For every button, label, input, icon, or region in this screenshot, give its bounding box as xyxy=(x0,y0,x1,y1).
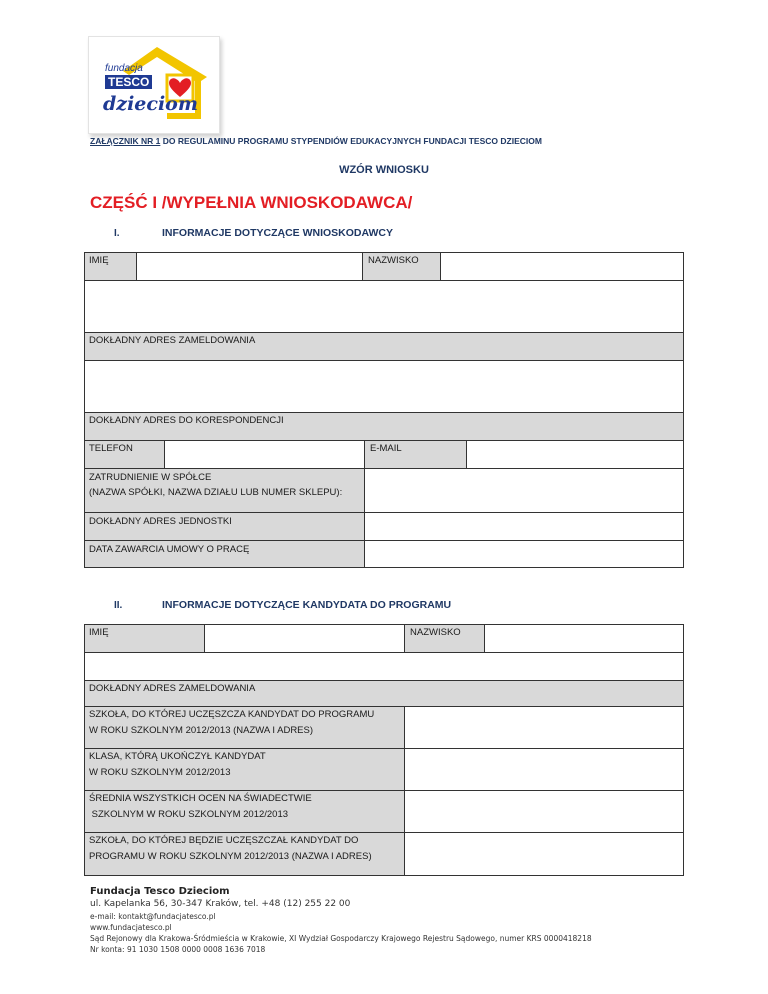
logo-dzieciom: dzieciom xyxy=(103,93,198,115)
label-nazwisko: NAZWISKO xyxy=(410,627,461,638)
grid-line xyxy=(84,832,684,833)
grid-line xyxy=(164,440,165,468)
grid-line xyxy=(84,332,684,333)
grid-line xyxy=(364,440,365,568)
grid-line xyxy=(84,680,684,681)
grid-line xyxy=(84,360,684,361)
label-employment-1: ZATRUDNIENIE W SPÓŁCE xyxy=(89,472,212,483)
footer-org-name: Fundacja Tesco Dzieciom xyxy=(90,886,230,897)
section2-title: INFORMACJE DOTYCZĄCE KANDYDATA DO PROGRAMU xyxy=(162,599,452,611)
label-employment-2: (NAZWA SPÓŁKI, NAZWA DZIAŁU LUB NUMER SKLEPU): xyxy=(89,487,343,498)
grid-line xyxy=(84,706,684,707)
grid-line xyxy=(84,540,684,541)
footer-court: Sąd Rejonowy dla Krakowa-Śródmieścia w Krakowie, XI Wydział Gospodarczy Krajowego Rejestru Sądowego, numer KRS 0000418218 xyxy=(90,934,592,943)
label-email: E-MAIL xyxy=(370,443,402,454)
label-average-2: SZKOLNYM W ROKU SZKOLNYM 2012/2013 xyxy=(89,809,289,820)
label-class-2: W ROKU SZKOLNYM 2012/2013 xyxy=(89,767,231,778)
grid-line xyxy=(84,280,684,281)
grid-line xyxy=(204,624,205,652)
label-telefon: TELEFON xyxy=(89,443,133,454)
grid-line xyxy=(84,748,684,749)
annex-line xyxy=(90,136,542,146)
annex-rest: DO REGULAMINU PROGRAMU STYPENDIÓW EDUKACYJNYCH FUNDACJI TESCO DZIECIOM xyxy=(160,136,542,146)
section1-title: INFORMACJE DOTYCZĄCE WNIOSKODAWCY xyxy=(162,227,393,239)
label-school-1: SZKOŁA, DO KTÓREJ UCZĘSZCZA KANDYDAT DO PROGRAMU xyxy=(89,709,375,720)
part-title: CZĘŚĆ I /WYPEŁNIA WNIOSKODAWCA/ xyxy=(90,193,413,212)
label-unit-address: DOKŁADNY ADRES JEDNOSTKI xyxy=(89,516,232,527)
table-frame xyxy=(84,252,684,568)
annex-prefix: ZAŁĄCZNIK NR 1 xyxy=(90,136,161,146)
label-average-1: ŚREDNIA WSZYSTKICH OCEN NA ŚWIADECTWIE xyxy=(89,793,312,804)
grid-line xyxy=(136,252,137,280)
footer-email: e-mail: kontakt@fundacjatesco.pl xyxy=(90,912,216,921)
grid-line xyxy=(84,412,684,413)
footer-address: ul. Kapelanka 56, 30-347 Kraków, tel. +48 (12) 255 22 00 xyxy=(90,899,351,909)
label-imie: IMIĘ xyxy=(89,627,109,638)
grid-line xyxy=(84,512,684,513)
grid-line xyxy=(440,252,441,280)
label-future-school-2: PROGRAMU W ROKU SZKOLNYM 2012/2013 (NAZWA I ADRES) xyxy=(89,851,372,862)
logo-tesco: TESCO xyxy=(105,75,152,89)
grid-line xyxy=(84,468,684,469)
grid-line xyxy=(84,652,684,653)
table-frame xyxy=(84,624,684,876)
logo-fundacja: fundacja xyxy=(105,63,143,74)
label-contract-date: DATA ZAWARCIA UMOWY O PRACĘ xyxy=(89,544,250,555)
grid-line xyxy=(362,252,363,280)
grid-line xyxy=(484,624,485,652)
grid-line xyxy=(466,440,467,468)
label-correspondence-address: DOKŁADNY ADRES DO KORESPONDENCJI xyxy=(89,415,284,426)
footer-account: Nr konta: 91 1030 1508 0000 0008 1636 7018 xyxy=(90,945,266,954)
label-registered-address: DOKŁADNY ADRES ZAMELDOWANIA xyxy=(89,335,256,346)
label-registered-address: DOKŁADNY ADRES ZAMELDOWANIA xyxy=(89,683,256,694)
grid-line xyxy=(404,624,405,652)
section2-number: II. xyxy=(114,600,123,611)
label-future-school-1: SZKOŁA, DO KTÓREJ BĘDZIE UCZĘSZCZAŁ KANDYDAT DO xyxy=(89,835,359,846)
grid-line xyxy=(84,440,684,441)
label-imie: IMIĘ xyxy=(89,255,109,266)
label-class-1: KLASA, KTÓRĄ UKOŃCZYŁ KANDYDAT xyxy=(89,751,266,762)
document-title: WZÓR WNIOSKU xyxy=(339,164,429,176)
grid-line xyxy=(404,706,405,876)
section1-number: I. xyxy=(114,228,120,239)
label-nazwisko: NAZWISKO xyxy=(368,255,419,266)
logo xyxy=(88,36,220,134)
footer-website: www.fundacjatesco.pl xyxy=(90,923,172,932)
grid-line xyxy=(84,790,684,791)
label-school-2: W ROKU SZKOLNYM 2012/2013 (NAZWA I ADRES) xyxy=(89,725,314,736)
